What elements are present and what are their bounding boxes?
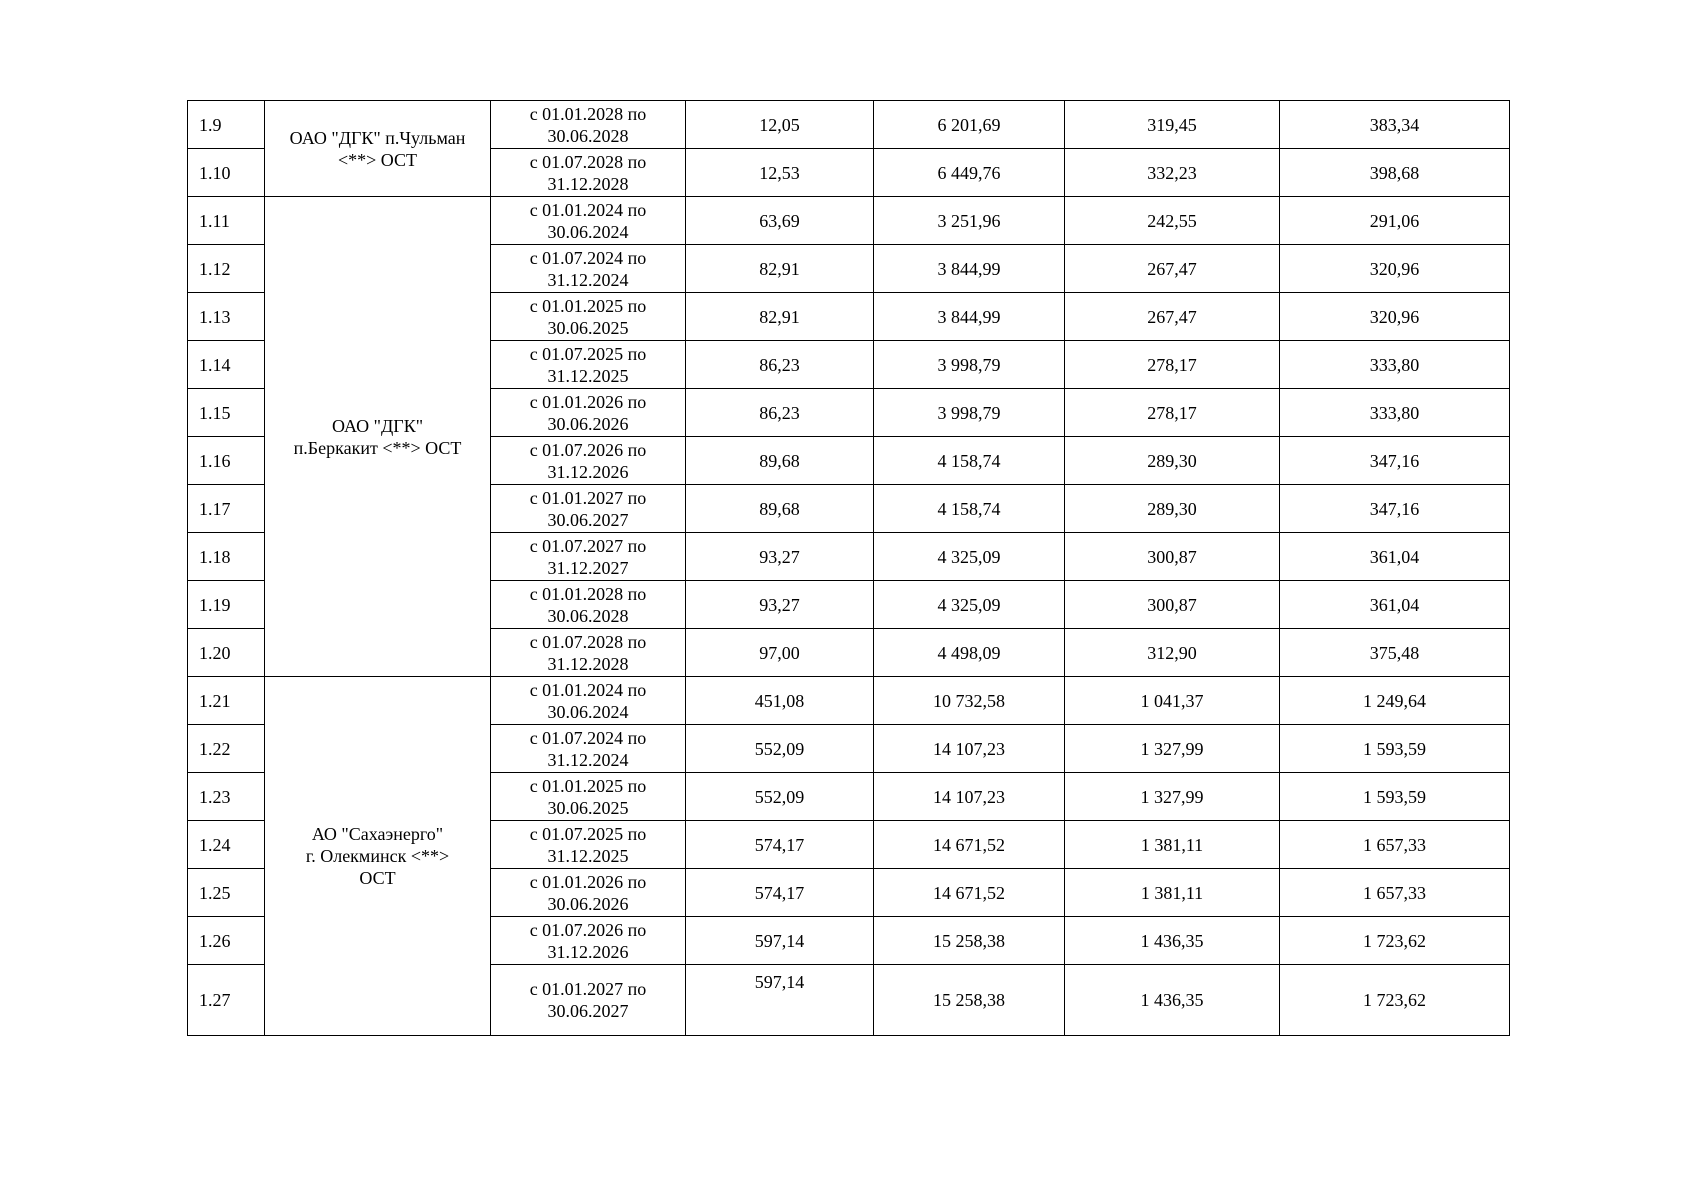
row-number: 1.22 [188, 725, 265, 773]
period-line: 30.06.2024 [547, 221, 629, 242]
row-number: 1.26 [188, 917, 265, 965]
row-number: 1.17 [188, 485, 265, 533]
value-cell-col-3: 278,17 [1065, 389, 1280, 437]
period-cell [491, 149, 686, 197]
value-cell-col-4: 1 723,62 [1280, 965, 1510, 1036]
period-line: с 01.07.2026 по [529, 919, 647, 940]
value-cell-col-1: 89,68 [686, 437, 874, 485]
organization-name-line: ОАО "ДГК" [331, 415, 424, 436]
value-cell-col-4: 320,96 [1280, 245, 1510, 293]
period-line: 30.06.2028 [547, 125, 629, 146]
period-line: 31.12.2024 [547, 269, 629, 290]
period-cell [491, 197, 686, 245]
value-cell-col-2: 15 258,38 [874, 917, 1065, 965]
value-cell-col-1: 93,27 [686, 533, 874, 581]
value-cell-col-3: 1 436,35 [1065, 917, 1280, 965]
period-line: с 01.01.2025 по [529, 295, 647, 316]
period-line: с 01.01.2024 по [529, 199, 647, 220]
organization-name-line: ОСТ [359, 868, 396, 888]
row-number: 1.20 [188, 629, 265, 677]
table-body [188, 101, 1510, 1036]
value-cell-col-2: 14 671,52 [874, 869, 1065, 917]
value-cell-col-3: 289,30 [1065, 485, 1280, 533]
row-number: 1.18 [188, 533, 265, 581]
period-cell [491, 869, 686, 917]
organization-cell [265, 197, 491, 677]
value-cell-col-3: 1 327,99 [1065, 773, 1280, 821]
period-cell [491, 725, 686, 773]
value-cell-col-4: 375,48 [1280, 629, 1510, 677]
row-number: 1.9 [188, 101, 265, 149]
value-cell-col-1: 12,53 [686, 149, 874, 197]
value-cell-col-2: 6 201,69 [874, 101, 1065, 149]
row-number: 1.10 [188, 149, 265, 197]
value-cell-col-1: 89,68 [686, 485, 874, 533]
value-cell-col-1: 63,69 [686, 197, 874, 245]
value-cell-col-1: 86,23 [686, 341, 874, 389]
period-line: 31.12.2026 [547, 461, 629, 482]
row-number: 1.13 [188, 293, 265, 341]
value-cell-col-2: 3 844,99 [874, 293, 1065, 341]
value-cell-col-3: 289,30 [1065, 437, 1280, 485]
value-cell-col-3: 300,87 [1065, 581, 1280, 629]
period-cell [491, 341, 686, 389]
value-cell-col-3: 300,87 [1065, 533, 1280, 581]
value-cell-col-3: 1 327,99 [1065, 725, 1280, 773]
period-line: с 01.07.2025 по [529, 823, 647, 844]
organization-cell [265, 101, 491, 197]
period-cell [491, 101, 686, 149]
period-line: с 01.01.2026 по [529, 391, 647, 412]
value-cell-col-1: 82,91 [686, 245, 874, 293]
organization-name-line: АО "Сахаэнерго" [311, 824, 444, 844]
period-line: 30.06.2025 [547, 797, 629, 818]
value-cell-col-4: 291,06 [1280, 197, 1510, 245]
value-cell-col-2: 15 258,38 [874, 965, 1065, 1036]
value-cell-col-3: 332,23 [1065, 149, 1280, 197]
value-cell-col-4: 361,04 [1280, 533, 1510, 581]
value-cell-col-4: 333,80 [1280, 389, 1510, 437]
organization-name-line: п.Беркакит <**> ОСТ [293, 437, 462, 458]
value-cell-col-4: 361,04 [1280, 581, 1510, 629]
period-line: с 01.07.2028 по [529, 151, 647, 172]
value-cell-col-2: 3 251,96 [874, 197, 1065, 245]
period-cell [491, 485, 686, 533]
period-line: с 01.07.2027 по [529, 535, 647, 556]
table-row [188, 197, 1510, 245]
value-cell-col-4: 1 593,59 [1280, 773, 1510, 821]
value-cell-col-2: 4 325,09 [874, 533, 1065, 581]
value-cell-col-2: 3 998,79 [874, 341, 1065, 389]
period-line: с 01.07.2028 по [529, 631, 647, 652]
value-cell-col-1: 451,08 [686, 677, 874, 725]
row-number: 1.14 [188, 341, 265, 389]
value-cell-col-4: 1 723,62 [1280, 917, 1510, 965]
period-line: с 01.07.2024 по [529, 727, 647, 748]
value-cell-col-1: 597,14 [686, 917, 874, 965]
period-line: 31.12.2028 [547, 173, 629, 194]
period-line: 31.12.2027 [547, 557, 629, 578]
value-cell-col-1: 574,17 [686, 821, 874, 869]
period-cell [491, 917, 686, 965]
organization-cell [265, 677, 491, 1036]
period-line: 31.12.2026 [547, 941, 629, 962]
row-number: 1.12 [188, 245, 265, 293]
period-cell [491, 389, 686, 437]
row-number: 1.24 [188, 821, 265, 869]
value-cell-col-3: 1 381,11 [1065, 869, 1280, 917]
value-cell-col-1: 597,14 [686, 965, 874, 1036]
value-cell-col-1: 552,09 [686, 725, 874, 773]
period-line: с 01.01.2025 по [529, 775, 647, 796]
value-cell-col-2: 14 107,23 [874, 725, 1065, 773]
period-line: с 01.01.2027 по [529, 979, 647, 999]
row-number: 1.21 [188, 677, 265, 725]
value-cell-col-4: 320,96 [1280, 293, 1510, 341]
period-line: с 01.07.2026 по [529, 439, 647, 460]
value-cell-col-2: 4 498,09 [874, 629, 1065, 677]
period-line: 30.06.2026 [547, 413, 629, 434]
period-line: 30.06.2024 [547, 701, 629, 722]
period-line: с 01.01.2028 по [529, 583, 647, 604]
period-cell [491, 581, 686, 629]
period-line: 30.06.2027 [547, 509, 629, 530]
row-number: 1.16 [188, 437, 265, 485]
period-line: 31.12.2028 [547, 653, 629, 674]
organization-name-line: г. Олекминск <**> [305, 846, 450, 866]
period-cell [491, 629, 686, 677]
period-line: 31.12.2024 [547, 749, 629, 770]
period-line: с 01.07.2025 по [529, 343, 647, 364]
value-cell-col-3: 1 041,37 [1065, 677, 1280, 725]
value-cell-col-1: 86,23 [686, 389, 874, 437]
value-cell-col-2: 4 325,09 [874, 581, 1065, 629]
value-cell-col-4: 347,16 [1280, 485, 1510, 533]
row-number: 1.23 [188, 773, 265, 821]
value-cell-col-1: 552,09 [686, 773, 874, 821]
value-cell-col-3: 1 436,35 [1065, 965, 1280, 1036]
period-line: 31.12.2025 [547, 845, 629, 866]
value-cell-col-2: 3 844,99 [874, 245, 1065, 293]
row-number: 1.11 [188, 197, 265, 245]
organization-name-line: <**> ОСТ [337, 149, 418, 170]
value-cell-col-2: 10 732,58 [874, 677, 1065, 725]
value-cell-col-1: 574,17 [686, 869, 874, 917]
period-cell [491, 533, 686, 581]
value-cell-col-1: 12,05 [686, 101, 874, 149]
value-cell-col-2: 4 158,74 [874, 485, 1065, 533]
value-cell-col-2: 14 107,23 [874, 773, 1065, 821]
value-cell-col-3: 319,45 [1065, 101, 1280, 149]
period-line: с 01.01.2028 по [529, 103, 647, 124]
value-cell-col-4: 1 249,64 [1280, 677, 1510, 725]
value-cell-col-2: 14 671,52 [874, 821, 1065, 869]
period-cell [491, 437, 686, 485]
value-cell-col-3: 312,90 [1065, 629, 1280, 677]
value-cell-col-2: 4 158,74 [874, 437, 1065, 485]
value-cell-col-3: 242,55 [1065, 197, 1280, 245]
value-cell-col-2: 6 449,76 [874, 149, 1065, 197]
value-cell-col-4: 1 657,33 [1280, 821, 1510, 869]
value-cell-col-3: 267,47 [1065, 245, 1280, 293]
period-cell [491, 245, 686, 293]
period-cell [491, 965, 686, 1036]
value-cell-col-3: 1 381,11 [1065, 821, 1280, 869]
value-cell-col-1: 82,91 [686, 293, 874, 341]
organization-name-line: ОАО "ДГК" п.Чульман [289, 127, 466, 148]
row-number: 1.19 [188, 581, 265, 629]
value-cell-col-4: 398,68 [1280, 149, 1510, 197]
row-number: 1.25 [188, 869, 265, 917]
period-line: с 01.01.2024 по [529, 679, 647, 700]
value-cell-col-4: 333,80 [1280, 341, 1510, 389]
value-cell-col-4: 1 593,59 [1280, 725, 1510, 773]
period-line: с 01.01.2027 по [529, 487, 647, 508]
period-line: 30.06.2026 [547, 893, 629, 914]
value-cell-col-1: 97,00 [686, 629, 874, 677]
value-cell-col-3: 267,47 [1065, 293, 1280, 341]
period-line: с 01.07.2024 по [529, 247, 647, 268]
tariff-table [187, 100, 1510, 1036]
table-row [188, 101, 1510, 149]
value-cell-col-4: 383,34 [1280, 101, 1510, 149]
period-cell [491, 293, 686, 341]
value-cell-col-3: 278,17 [1065, 341, 1280, 389]
period-cell [491, 821, 686, 869]
period-line: 31.12.2025 [547, 365, 629, 386]
period-line: 30.06.2027 [547, 1001, 629, 1021]
value-cell-col-4: 1 657,33 [1280, 869, 1510, 917]
table-row [188, 677, 1510, 725]
period-cell [491, 677, 686, 725]
row-number: 1.15 [188, 389, 265, 437]
value-cell-col-4: 347,16 [1280, 437, 1510, 485]
row-number: 1.27 [188, 965, 265, 1036]
period-line: 30.06.2025 [547, 317, 629, 338]
period-line: 30.06.2028 [547, 605, 629, 626]
value-cell-col-2: 3 998,79 [874, 389, 1065, 437]
period-line: с 01.01.2026 по [529, 871, 647, 892]
value-cell-col-1: 93,27 [686, 581, 874, 629]
period-cell [491, 773, 686, 821]
